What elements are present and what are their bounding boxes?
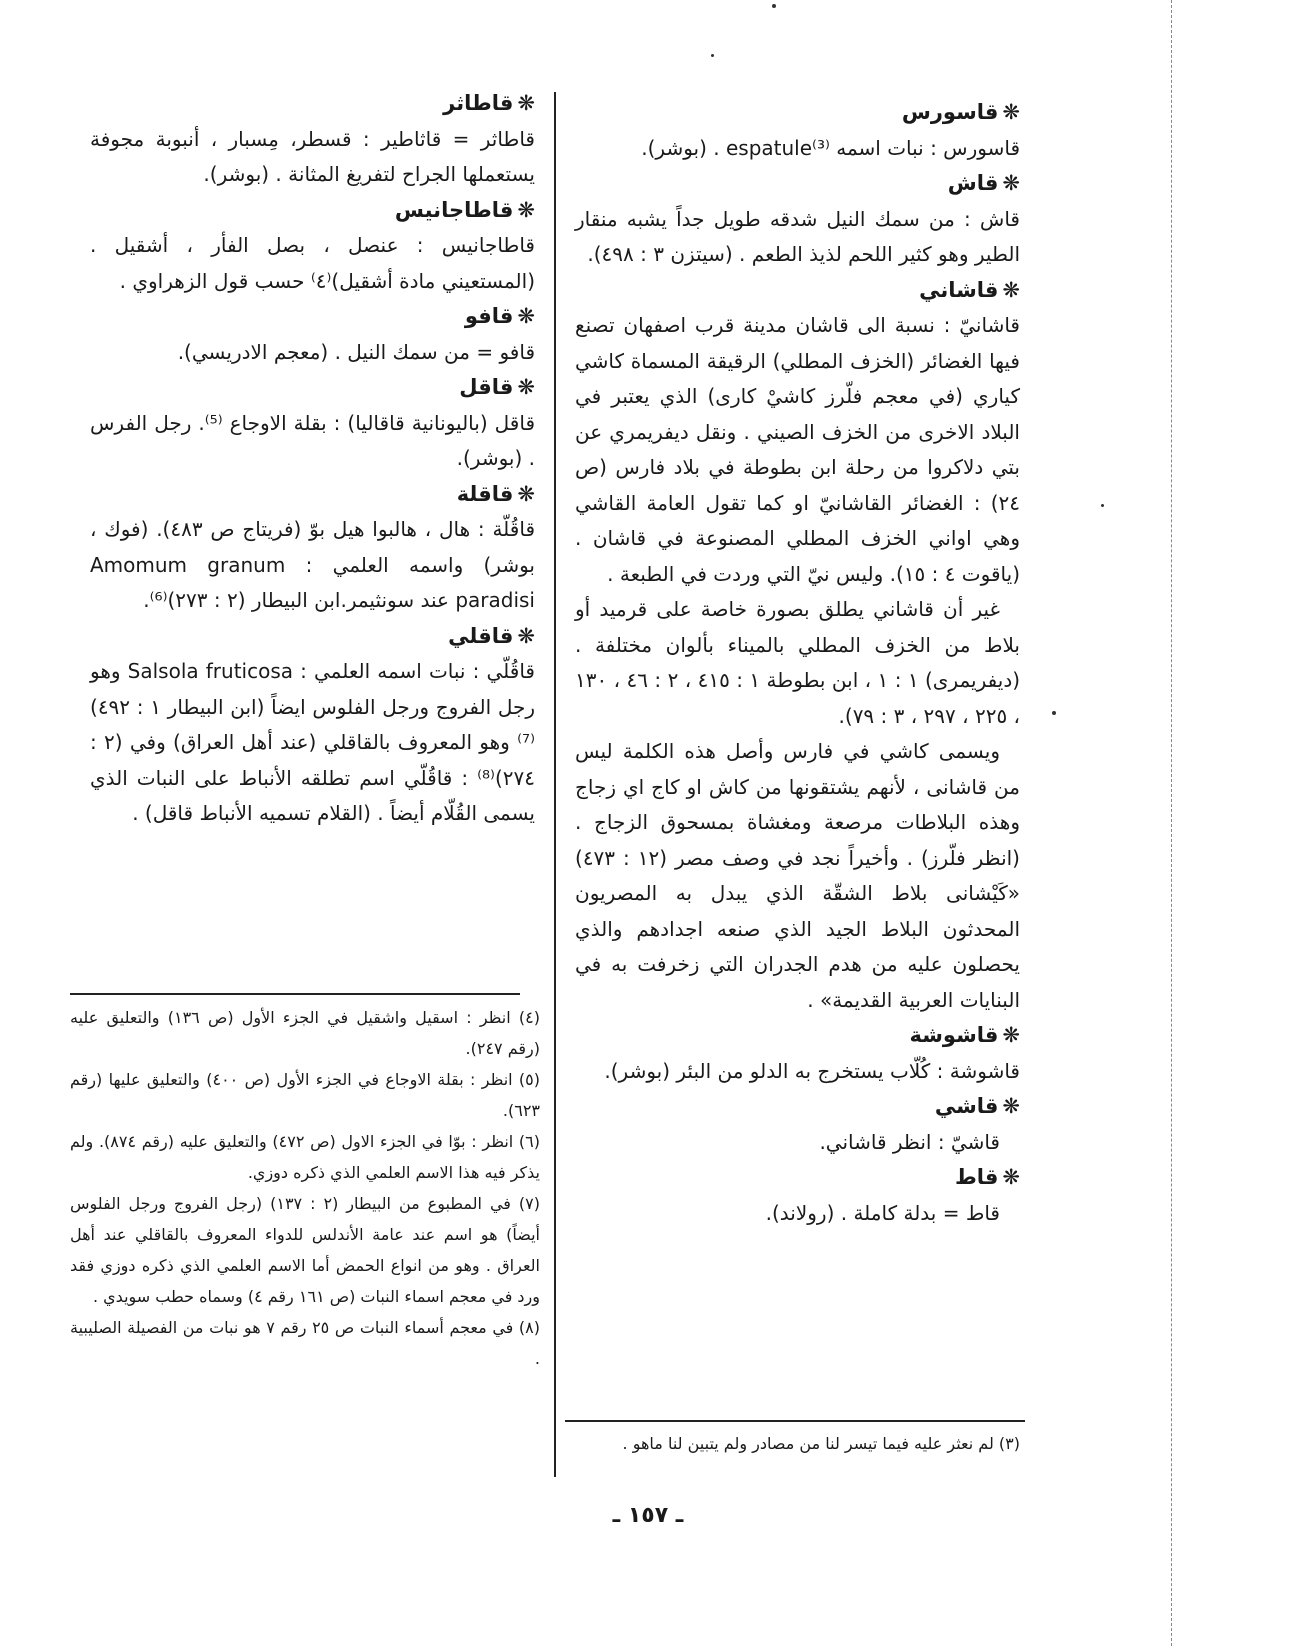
entry-text: قاقُلّي : نبات اسمه العلمي : Salsola fruticosa وهو رجل الفروج ورجل الفلوس ايضاً (ابن البيطار ١ : ٤٩٢)⁽⁷⁾ وهو المعروف بالقاقلي (عند أهل العراق) وفي (٢ : ٢٧٤)⁽⁸⁾ : قاقُلّي اسم تطلقه الأنباط على النبات الذي يسمى القُلّام أيضاً . (القلام تسميه الأنباط قاقل) . (90, 659, 535, 825)
entry-text: ويسمى كاشي في فارس وأصل هذه الكلمة ليس من قاشانى ، لأنهم يشتقونها من كاش او كاج اي زجاج وهذه البلاطات مرصعة ومغشاة بمسحوق الزجاج . (انظر فلّرز) . وأخيراً نجد في وصف مصر (١٢ : ٤٧٣) «كَيْشانى بلاط الشقّة الذي يبدل به المصريون المحدثون البلاط الجيد الذي صنعه اجدادهم والذي يحصلون عليه من هدم الجدران التي زخرفت به في البنايات العربية القديمة» . (575, 739, 1020, 1012)
asterisk-icon: ❋ (517, 623, 535, 648)
asterisk-icon: ❋ (517, 197, 535, 222)
entry-heading: ❋قاشوشة (909, 1023, 1020, 1047)
entry-heading: ❋قاسورس (901, 100, 1020, 124)
footnote: (٥) انظر : بقلة الاوجاع في الجزء الأول (ص ٤٠٠) والتعليق عليها (رقم ٦٢٣). (70, 1070, 541, 1120)
entry-heading: ❋قاط (954, 1165, 1020, 1189)
asterisk-icon: ❋ (1002, 1023, 1020, 1047)
entry (575, 1018, 1020, 1089)
entry (90, 477, 535, 619)
entry-text: قاشانيّ : نسبة الى قاشان مدينة قرب اصفهان تصنع فيها الغضائر (الخزف المطلي) الرقيقة المسماة كاشي كياري (في معجم فلّرز كاشيْ كارى) الذي يعتبر في البلاد الاخرى من الخزف الصيني . ونقل ديفريمري عن بتي دلاكروا من رحلة ابن بطوطة في بلاد فارس (ص ٢٤) : الغضائر القاشانيّ او كما تقول العامة القاشي وهي اواني الخزف المطلي المصنوعة في قاشان . (ياقوت ٤ : ١٥). وليس نيّ التي وردت في الطبعة . (575, 313, 1020, 586)
right-column (575, 95, 1020, 1231)
entry-text: قافو = من سمك النيل . (معجم الادريسي). (177, 339, 535, 364)
entry (575, 1089, 1020, 1160)
entry (90, 370, 535, 477)
entry (90, 193, 535, 300)
column-divider (554, 92, 556, 1477)
entry-text: قاسورس : نبات اسمه espatule⁽³⁾ . (بوشر). (641, 135, 1020, 160)
entry-heading: ❋قافو (464, 304, 535, 328)
entry (575, 273, 1020, 1019)
entry-heading: ❋قاقلة (456, 481, 535, 506)
asterisk-icon: ❋ (517, 304, 535, 328)
scan-speck (711, 54, 714, 57)
page-number: ـ ١٥٧ ـ (612, 1503, 684, 1528)
scan-speck (1101, 504, 1104, 507)
footnote: (٨) في معجم أسماء النبات ص ٢٥ رقم ٧ هو نبات من الفصيلة الصليبية . (70, 1318, 540, 1368)
scan-speck (1052, 711, 1056, 715)
asterisk-icon: ❋ (517, 481, 535, 506)
scan-speck (772, 4, 776, 8)
left-column (90, 86, 535, 832)
footnotes-right (575, 1428, 1020, 1459)
entry-heading: ❋قاشي (934, 1094, 1020, 1118)
footnote: (٧) في المطبوع من البيطار (٢ : ١٣٧) (رجل الفروج ورجل الفلوس أيضاً) هو اسم عند عامة الأندلس للدواء المعروف بالقاقلي عند أهل العراق . وهو من انواع الحمض أما الاسم العلمي الذي ذكره دوزي فقد ورد في معجم اسماء النبات (ص ١٦١ رقم ٤) وسماه حطب سويدي . (70, 1194, 541, 1306)
entry-text: غير أن قاشاني يطلق بصورة خاصة على قرميد أو بلاط من الخزف المطلي بالميناء بألوان مختلفة . (ديفريمرى) ١ : ١ ، ابن بطوطة ١ : ٤١٥ ، ٢ : ٤٦ ، ١٣٠ ، ٢٢٥ ، ٢٩٧ ، ٣ : ٧٩). (575, 597, 1021, 728)
entry-text: قاقل (باليونانية قاقاليا) : بقلة الاوجاع ⁽⁵⁾. رجل الفرس . (بوشر). (90, 410, 536, 470)
entry-heading: ❋قاطاجانيس (394, 197, 535, 222)
entry-text: قاشوشة : كُلّاب يستخرج به الدلو من البئر (بوشر). (604, 1058, 1020, 1083)
entry (575, 1160, 1020, 1231)
entry-text: قاشيّ : انظر قاشاني. (819, 1129, 1000, 1154)
entry-text: قاطاجانيس : عنصل ، بصل الفأر ، أشقيل . (المستعيني مادة أشقيل)⁽٤⁾ حسب قول الزهراوي . (90, 233, 535, 293)
footnote-rule (70, 993, 520, 995)
entry (90, 86, 535, 193)
entry-text: قاقُلّة : هال ، هالبوا هيل بوّ (فريتاج ص ٤٨٣). (فوك ، بوشر) واسمه العلمي : Amomum granum paradisi عند سونثيمر.ابن البيطار (٢ : ٢٧٣)⁽⁶⁾. (90, 517, 535, 612)
footnotes-left (70, 1002, 540, 1374)
entry-heading: ❋قاقل (459, 375, 535, 399)
asterisk-icon: ❋ (1002, 171, 1020, 195)
entry (575, 95, 1020, 166)
entry (90, 619, 535, 832)
entry-heading: ❋قاشاني (919, 277, 1020, 302)
asterisk-icon: ❋ (1002, 277, 1020, 302)
entry-text: قاط = بدلة كاملة . (رولاند). (765, 1200, 1000, 1225)
asterisk-icon: ❋ (517, 91, 535, 115)
entry (90, 299, 535, 370)
asterisk-icon: ❋ (1002, 1165, 1020, 1189)
entry-text: قاطاثر = قاثاطير : قسطر، مِسبار ، أنبوبة مجوفة يستعملها الجراح لتفريغ المثانة . (بوشر). (90, 126, 535, 186)
footnote: (٣) لم نعثر عليه فيما تيسر لنا من مصادر ولم يتبين لنا ماهو . (622, 1434, 1020, 1453)
entry-heading: ❋قاطاثر (443, 91, 535, 115)
footnote: (٤) انظر : اسقيل واشقيل في الجزء الأول (ص ١٣٦) والتعليق عليه (رقم ٢٤٧). (70, 1008, 540, 1058)
scan-margin-line (1171, 0, 1173, 1646)
asterisk-icon: ❋ (1002, 100, 1020, 124)
entry-heading: ❋قاش (947, 171, 1020, 195)
footnote: (٦) انظر : بوّا في الجزء الاول (ص ٤٧٢) والتعليق عليه (رقم ٨٧٤). ولم يذكر فيه هذا الاسم العلمي الذي ذكره دوزي. (70, 1132, 540, 1182)
asterisk-icon: ❋ (517, 375, 535, 399)
footnote-rule (565, 1420, 1025, 1422)
entry (575, 166, 1020, 273)
entry-text: قاش : من سمك النيل شدقه طويل جداً يشبه منقار الطير وهو كثير اللحم لذيذ الطعم . (سيتزن ٣ : ٤٩٨). (575, 206, 1020, 266)
entry-heading: ❋قاقلي (448, 623, 535, 648)
asterisk-icon: ❋ (1002, 1094, 1020, 1118)
